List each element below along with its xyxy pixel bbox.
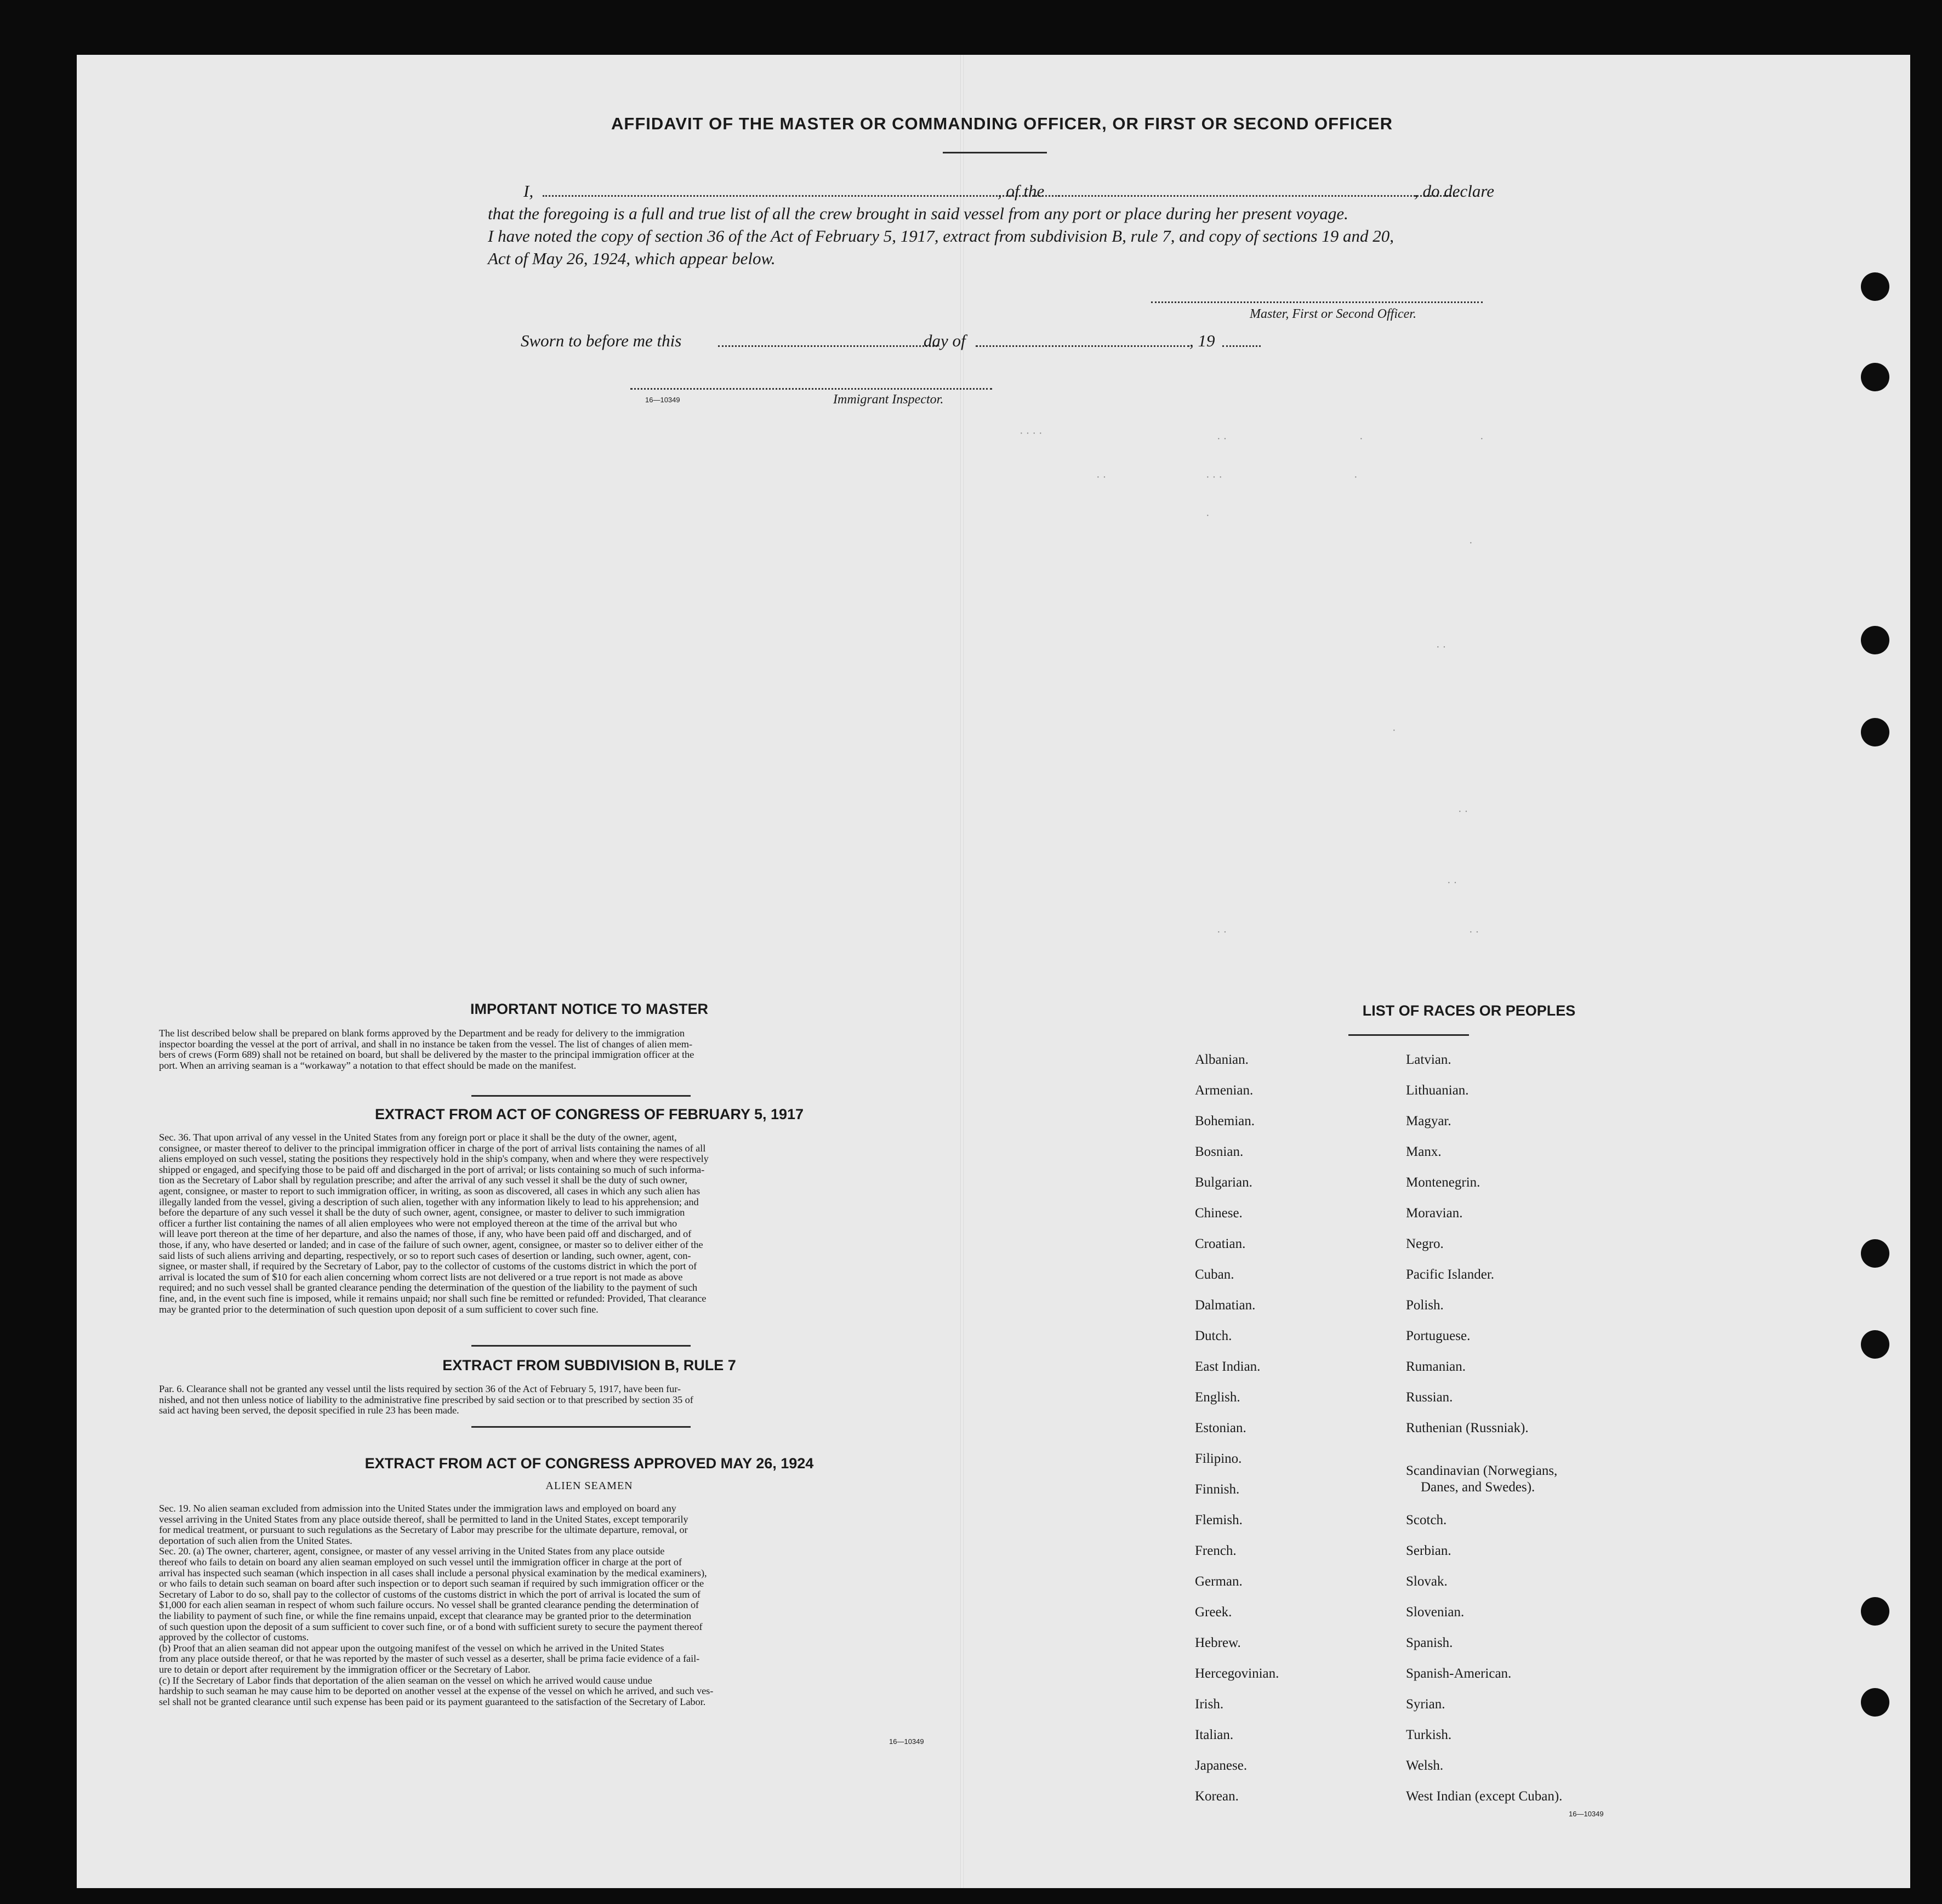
race-item: Welsh. [1406, 1758, 1444, 1773]
race-item: Italian. [1195, 1728, 1234, 1742]
name-line [543, 195, 1063, 197]
race-item: Polish. [1406, 1298, 1444, 1313]
extract-1924-line: hardship to such seaman he may cause him to be deported on another vessel at the expense of the vessel on which he arrived, and such ves- [159, 1685, 714, 1697]
bleed-through-mark: · [1480, 433, 1484, 445]
race-item: Greek. [1195, 1605, 1232, 1620]
section-rule [471, 1345, 691, 1347]
extract-1917-line: consignee, or master thereof to deliver to the principal immigration officer in charge of the port of arrival lists containing the names of all [159, 1142, 706, 1154]
race-item: Bulgarian. [1195, 1175, 1252, 1190]
race-item: Lithuanian. [1406, 1083, 1469, 1098]
race-item: Dutch. [1195, 1329, 1232, 1343]
extract-1924-line: the liability to payment of such fine, or while the fine remains unpaid, except that clearance may be granted prior to the determination [159, 1610, 691, 1621]
race-item: Armenian. [1195, 1083, 1254, 1098]
binder-hole [1861, 1239, 1889, 1268]
extract-1924-line: from any place outside thereof, or that he was reported by the master of such vessel as a deserter, shall be prima facie evidence of a fail- [159, 1653, 700, 1664]
notice-line: inspector boarding the vessel at the port of arrival, and shall in no instance be taken from the vessel. The list of changes of alien mem- [159, 1038, 693, 1050]
extract-1924-title: EXTRACT FROM ACT OF CONGRESS APPROVED MAY 26, 1924 [365, 1455, 814, 1472]
bleed-through-mark: · [1354, 471, 1358, 483]
binder-hole [1861, 1330, 1889, 1359]
bleed-through-mark: · · [1217, 926, 1227, 938]
race-item: Chinese. [1195, 1206, 1243, 1221]
bleed-through-mark: · · [1447, 877, 1457, 889]
binder-hole [1861, 1597, 1889, 1626]
sworn-year-line [1222, 345, 1261, 347]
notice-line: The list described below shall be prepared on blank forms approved by the Department and be ready for delivery to the immigration [159, 1028, 685, 1039]
extract-rule7-title: EXTRACT FROM SUBDIVISION B, RULE 7 [442, 1357, 736, 1373]
extract-1924-line: approved by the collector of customs. [159, 1632, 309, 1643]
extract-1924-line: vessel arriving in the United States from any place outside thereof, shall be permitted to land in the United States, except temporarily [159, 1513, 688, 1525]
extract-1917-line: aliens employed on such vessel, stating the positions they respectively hold in the ship's company, when and where they were respectively [159, 1153, 709, 1165]
race-item: Japanese. [1195, 1758, 1248, 1773]
binder-hole [1861, 626, 1889, 654]
inspector-signature-caption: Immigrant Inspector. [833, 392, 944, 407]
extract-1924-line: Secretary of Labor to do so, shall pay to the collector of customs of the customs district in which the port of arrival is located the sum of [159, 1588, 701, 1600]
extract-1924-line: or who fails to detain such seaman on board after such inspection or to deport such seaman if required by such immigration officer or the [159, 1578, 704, 1589]
affidavit-line4: Act of May 26, 1924, which appear below. [488, 249, 776, 268]
race-item: Ruthenian (Russniak). [1406, 1421, 1529, 1435]
bleed-through-mark: · [1359, 433, 1363, 445]
extract-1924-text [159, 1503, 1017, 1707]
extract-1917-line: agent, consignee, or master to report to such immigration officer, in writing, as soon as discovered, all cases in which any such alien has [159, 1185, 701, 1196]
race-item: Spanish. [1406, 1635, 1453, 1650]
extract-1917-line: before the departure of any such vessel it shall be the duty of such owner, agent, consignee, or master to deliver to such immigration [159, 1207, 685, 1218]
notice-title: IMPORTANT NOTICE TO MASTER [470, 1001, 708, 1017]
race-item: Moravian. [1406, 1206, 1463, 1221]
extract-rule7-line: said act having been served, the deposit specified in rule 23 has been made. [159, 1405, 459, 1416]
race-item: Negro. [1406, 1236, 1444, 1251]
race-item: Korean. [1195, 1789, 1239, 1804]
race-item: Hercegovinian. [1195, 1666, 1279, 1681]
extract-1917-line: officer a further list containing the names of all alien employees who were not employed thereon at the time of the arrival but who [159, 1217, 677, 1229]
title-rule [943, 152, 1047, 153]
race-item: Spanish-American. [1406, 1666, 1512, 1681]
race-item: Albanian. [1195, 1052, 1249, 1067]
binder-hole [1861, 272, 1889, 301]
extract-1924-line: arrival has inspected such seaman (which inspection in all cases shall include a personal physical examination by the medical examiners), [159, 1567, 707, 1578]
race-item: Scandinavian (Norwegians, [1406, 1463, 1558, 1478]
race-item: Syrian. [1406, 1697, 1445, 1712]
race-item: Russian. [1406, 1390, 1453, 1405]
race-item: Hebrew. [1195, 1635, 1241, 1650]
sworn-day-line [718, 345, 937, 347]
race-item: Estonian. [1195, 1421, 1246, 1435]
race-item: Cuban. [1195, 1267, 1234, 1282]
race-item: Pacific Islander. [1406, 1267, 1495, 1282]
affidavit-of-the: , of the [998, 181, 1045, 201]
extract-rule7-line: Par. 6. Clearance shall not be granted any vessel until the lists required by section 36 of the Act of February 5, 1917, have been fur- [159, 1383, 681, 1394]
binder-hole [1861, 718, 1889, 746]
sworn-month-line [976, 345, 1189, 347]
extract-1917-line: shipped or engaged, and specifying those to be paid off and discharged in the port of arrival; or lists containing so much of such informa- [159, 1164, 705, 1175]
race-item: Slovenian. [1406, 1605, 1465, 1620]
race-item: Flemish. [1195, 1513, 1243, 1527]
extract-1924-line: (b) Proof that an alien seaman did not appear upon the outgoing manifest of the vessel on which he arrived in the United States [159, 1642, 664, 1654]
extract-1917-line: those, if any, who have deserted or landed; and in case of the failure of such owner, agent, consignee, or master so to deliver either of the [159, 1239, 703, 1250]
affidavit-declare: , do declare [1414, 181, 1495, 201]
extract-1917-line: Sec. 36. That upon arrival of any vessel in the United States from any foreign port or place it shall be the duty of the owner, agent, [159, 1132, 677, 1143]
race-item: Turkish. [1406, 1728, 1452, 1742]
extract-1917-line: fine, and, in the event such fine is imposed, while it remains unpaid; nor shall such fine be remitted or refunded: Provided, That clearance [159, 1292, 707, 1304]
race-item: West Indian (except Cuban). [1406, 1789, 1563, 1804]
race-item: Serbian. [1406, 1543, 1451, 1558]
races-title-rule [1348, 1034, 1469, 1036]
race-item: Danes, and Swedes). [1421, 1480, 1535, 1495]
extract-form-number: 16—10349 [889, 1737, 924, 1746]
extract-1917-line: tion as the Secretary of Labor shall by regulation prescribe; and after the arrival of any such vessel it shall be the duty of such owner, [159, 1175, 687, 1186]
extract-1917-text [159, 1132, 1017, 1315]
extract-1924-line: $1,000 for each alien seaman in respect of whom such failure occurs. No vessel shall be granted clearance pending the determination of [159, 1599, 699, 1611]
extract-1917-line: may be granted prior to the determination of such question upon deposit of a sum sufficient to cover such fine. [159, 1303, 599, 1315]
race-item: Bohemian. [1195, 1114, 1255, 1128]
bleed-through-mark: · · · [1206, 471, 1222, 483]
extract-1924-line: of such question upon the deposit of a sum sufficient to cover such fine, or of a bond with sufficient surety to secure the payment thereof [159, 1621, 703, 1632]
vessel-line [1058, 195, 1458, 197]
extract-1917-title: EXTRACT FROM ACT OF CONGRESS OF FEBRUARY 5, 1917 [374, 1106, 804, 1122]
race-item: Portuguese. [1406, 1329, 1471, 1343]
affidavit-form-number: 16—10349 [645, 396, 680, 404]
extract-rule7-line: nished, and not then unless notice of liability to the administrative fine prescribed by said section or to that prescribed by section 35 of [159, 1394, 693, 1405]
section-rule [471, 1095, 691, 1097]
race-item: Scotch. [1406, 1513, 1447, 1527]
race-item: Slovak. [1406, 1574, 1448, 1589]
document-sheet [77, 55, 1910, 1888]
race-item: Bosnian. [1195, 1144, 1244, 1159]
extract-1917-line: will leave port thereon at the time of her departure, and also the names of those, if any, who have been paid off and discharged, and of [159, 1228, 692, 1240]
race-item: German. [1195, 1574, 1243, 1589]
bleed-through-mark: · [1392, 725, 1396, 737]
notice-line: bers of crews (Form 689) shall not be retained on board, but shall be delivered by the master to the principal immigration officer at the [159, 1049, 694, 1061]
section-rule [471, 1426, 691, 1428]
extract-1924-line: sel shall not be granted clearance until such expense has been paid or its payment guaranteed to the satisfaction of the Secretary of Labor. [159, 1696, 706, 1707]
extract-1924-line: deportation of such alien from the United States. [159, 1535, 352, 1546]
day-of-text: day of [924, 331, 966, 350]
master-signature-line [1151, 301, 1483, 303]
master-signature-caption: Master, First or Second Officer. [1250, 307, 1416, 321]
race-item: Dalmatian. [1195, 1298, 1256, 1313]
inspector-signature-line [630, 388, 992, 390]
notice-line: port. When an arriving seaman is a “workaway” a notation to that effect should be made on the manifest. [159, 1059, 577, 1071]
races-form-number: 16—10349 [1569, 1810, 1604, 1818]
bleed-through-mark: · · · · [1020, 427, 1043, 440]
extract-1917-line: arrival is located the sum of $10 for each alien concerning whom correct lists are not delivered or a true report is not made as above [159, 1271, 683, 1282]
extract-1924-line: for medical treatment, or pursuant to such regulations as the Secretary of Labor may prescribe for the ultimate departure, removal, or [159, 1524, 688, 1536]
year-text: , 19 [1189, 331, 1215, 350]
bleed-through-mark: · [1469, 537, 1473, 549]
race-item: Croatian. [1195, 1236, 1246, 1251]
bleed-through-mark: · · [1096, 471, 1107, 483]
affidavit-line2: that the foregoing is a full and true list of all the crew brought in said vessel from any port or place during her present voyage. [488, 204, 1348, 223]
race-item: Finnish. [1195, 1482, 1240, 1497]
race-item: French. [1195, 1543, 1237, 1558]
bleed-through-mark: · [1206, 510, 1210, 522]
race-item: Filipino. [1195, 1451, 1242, 1466]
race-item: Montenegrin. [1406, 1175, 1480, 1190]
extract-1917-line: required; and no such vessel shall be granted clearance pending the determination of the question of the liability to the payment of such [159, 1282, 698, 1293]
extract-1924-line: Sec. 19. No alien seaman excluded from admission into the United States under the immigration laws and employed on board any [159, 1503, 676, 1514]
race-item: Irish. [1195, 1697, 1224, 1712]
race-item: Magyar. [1406, 1114, 1451, 1128]
extract-1917-line: illegally landed from the vessel, giving a description of such alien, together with any information likely to lead to his apprehension; and [159, 1196, 699, 1207]
extract-1917-line: said lists of such aliens arriving and departing, respectively, or so to report such cases of desertion or landing, such owner, agent, con- [159, 1250, 691, 1261]
extract-1924-line: Sec. 20. (a) The owner, charterer, agent, consignee, or master of any vessel arriving in the United States from any place outside [159, 1546, 665, 1557]
race-item: Rumanian. [1406, 1359, 1466, 1374]
bleed-through-mark: · · [1217, 433, 1227, 445]
alien-seamen-subtitle: ALIEN SEAMEN [545, 1480, 633, 1492]
affidavit-title: AFFIDAVIT OF THE MASTER OR COMMANDING OFFICER, OR FIRST OR SECOND OFFICER [611, 114, 1393, 133]
affidavit-i: I, [523, 181, 534, 201]
extract-1924-line: thereof who fails to detain on board any alien seaman employed on such vessel until the immigration officer in charge at the port of [159, 1556, 682, 1567]
races-title: LIST OF RACES OR PEOPLES [1362, 1002, 1576, 1019]
extract-rule7-text [159, 1384, 1017, 1416]
sworn-text: Sworn to before me this [521, 331, 682, 350]
race-item: East Indian. [1195, 1359, 1261, 1374]
race-item: Manx. [1406, 1144, 1442, 1159]
affidavit-line3: I have noted the copy of section 36 of the Act of February 5, 1917, extract from subdivision B, rule 7, and copy of sections 19 and 20, [488, 226, 1394, 246]
bleed-through-mark: · · [1436, 641, 1446, 653]
extract-1924-line: (c) If the Secretary of Labor finds that deportation of the alien seaman on the vessel on which he arrived would cause undue [159, 1674, 652, 1686]
binder-hole [1861, 363, 1889, 391]
notice-text [159, 1028, 1017, 1071]
race-item: English. [1195, 1390, 1240, 1405]
bleed-through-mark: · · [1469, 926, 1479, 938]
race-item: Latvian. [1406, 1052, 1451, 1067]
binder-hole [1861, 1688, 1889, 1717]
extract-1924-line: ure to detain or deport after requirement by the immigration officer or the Secretary of Labor. [159, 1663, 531, 1675]
extract-1917-line: signee, or master shall, if required by the Secretary of Labor, pay to the collector of customs of the customs district in which the port of [159, 1261, 697, 1272]
bleed-through-mark: · · [1458, 806, 1468, 818]
